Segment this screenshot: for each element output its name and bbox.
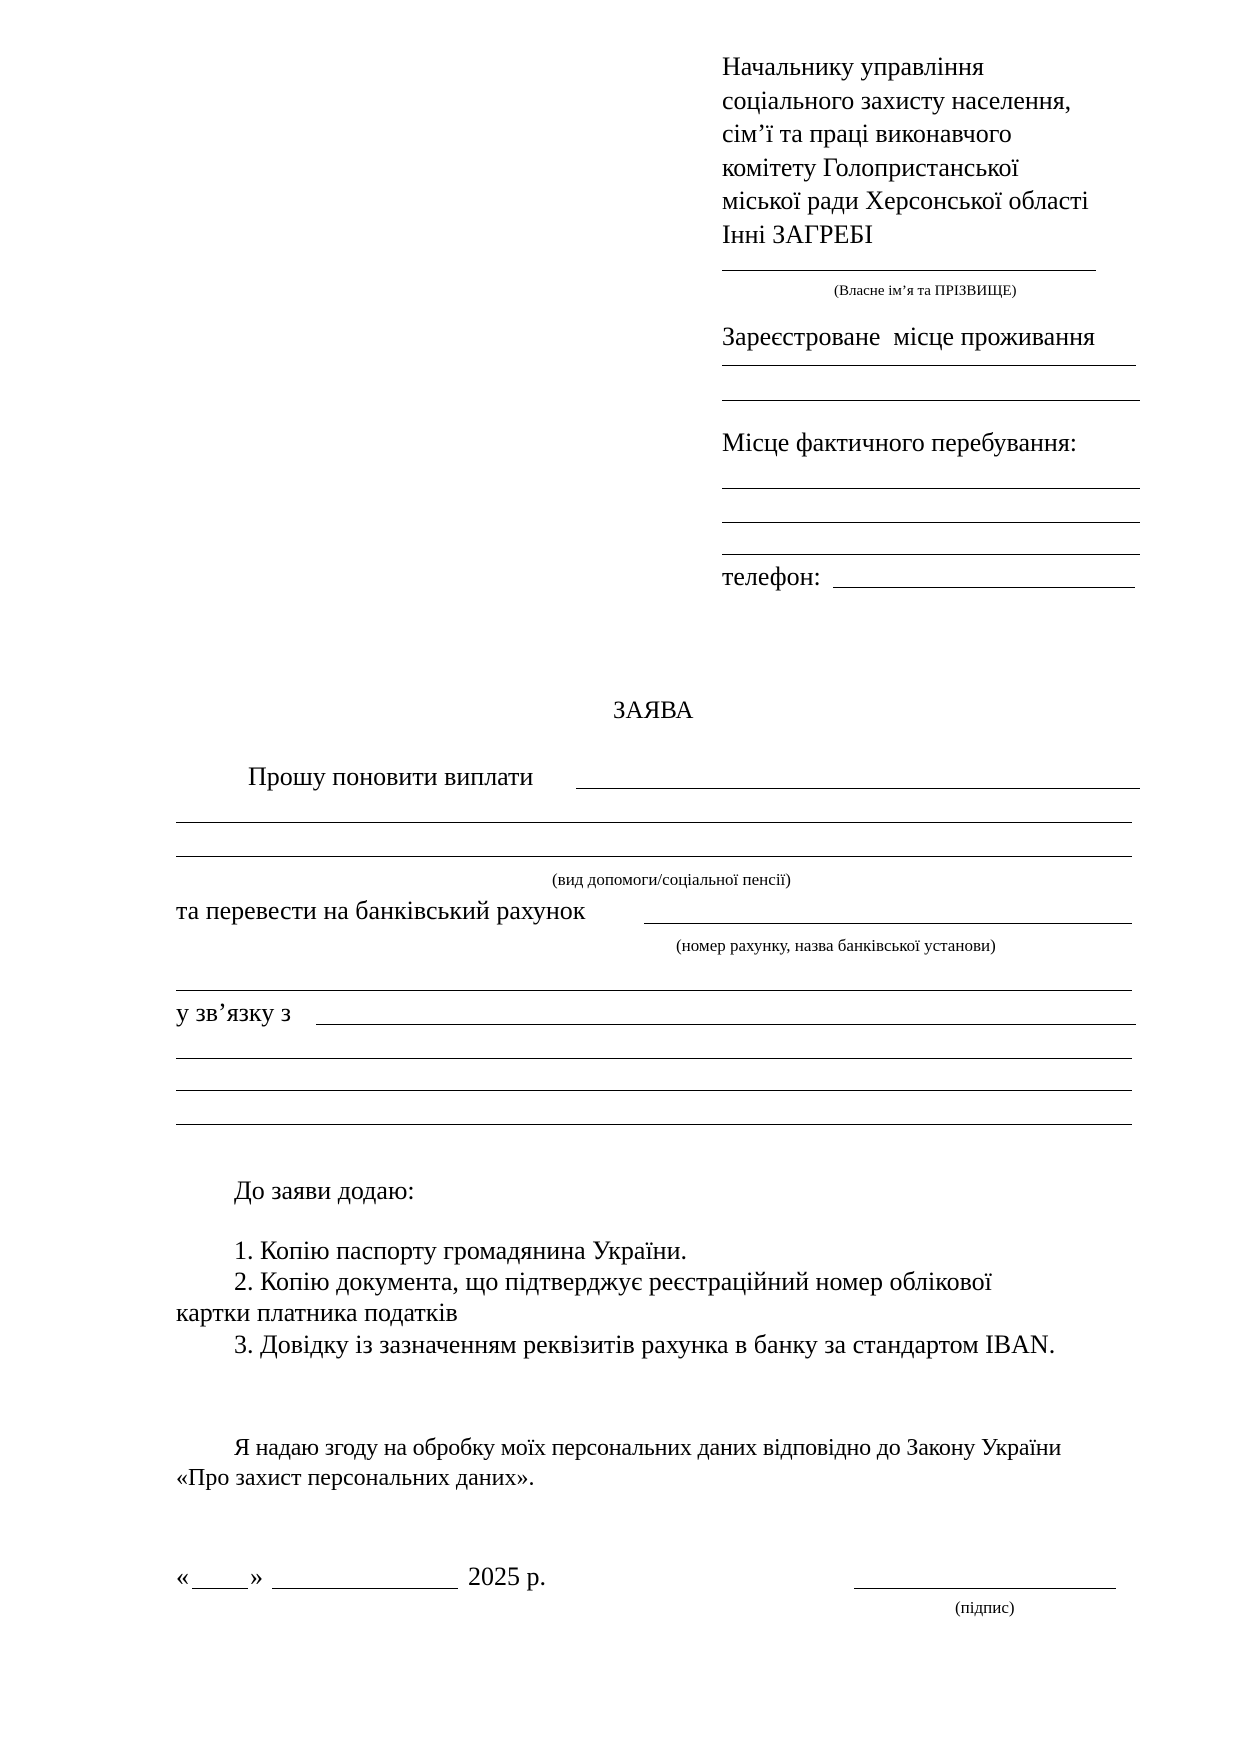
registered-address-field-2[interactable] bbox=[722, 400, 1140, 401]
reason-field-1[interactable] bbox=[316, 1024, 1136, 1025]
transfer-label: та перевести на банківський рахунок bbox=[176, 896, 586, 925]
actual-address-field-2[interactable] bbox=[722, 522, 1140, 523]
document-title: ЗАЯВА bbox=[613, 697, 694, 724]
applicant-name-field[interactable] bbox=[722, 270, 1096, 271]
addressee-line: сім’ї та праці виконавчого bbox=[722, 119, 1012, 148]
attachment-item: 1. Копію паспорту громадянина України. bbox=[234, 1236, 687, 1265]
actual-address-label: Місце фактичного перебування: bbox=[722, 428, 1078, 457]
attachment-item: 2. Копію документа, що підтверджує реєстраційний номер облікової bbox=[234, 1267, 992, 1296]
reason-field-3[interactable] bbox=[176, 1090, 1132, 1091]
addressee-line: соціального захисту населення, bbox=[722, 85, 1072, 115]
date-open-quote: « bbox=[176, 1562, 189, 1591]
benefit-type-field-3[interactable] bbox=[176, 856, 1132, 857]
benefit-type-field-1[interactable] bbox=[576, 788, 1140, 789]
request-label: Прошу поновити виплати bbox=[248, 762, 534, 791]
addressee-line: Начальнику управління bbox=[722, 52, 984, 81]
phone-field[interactable] bbox=[833, 587, 1135, 588]
actual-address-field-3[interactable] bbox=[722, 554, 1140, 555]
date-close-quote: » bbox=[250, 1562, 263, 1591]
attachment-item-continuation: картки платника податків bbox=[176, 1298, 458, 1327]
addressee-line: міської ради Херсонської області bbox=[722, 186, 1089, 215]
attachments-heading: До заяви додаю: bbox=[234, 1176, 415, 1205]
bank-account-caption: (номер рахунку, назва банківської установи) bbox=[676, 936, 996, 955]
bank-account-field-2[interactable] bbox=[176, 990, 1132, 991]
actual-address-field-1[interactable] bbox=[722, 488, 1140, 489]
date-day-field[interactable] bbox=[192, 1588, 248, 1589]
addressee-line: Інні ЗАГРЕБІ bbox=[722, 219, 873, 249]
reason-field-4[interactable] bbox=[176, 1124, 1132, 1125]
signature-caption: (підпис) bbox=[955, 1598, 1015, 1617]
reason-label: у зв’язку з bbox=[176, 998, 291, 1027]
signature-field[interactable] bbox=[854, 1588, 1116, 1589]
reason-field-2[interactable] bbox=[176, 1058, 1132, 1059]
benefit-type-field-2[interactable] bbox=[176, 822, 1132, 823]
consent-text-line-1: Я надаю згоду на обробку моїх персональних даних відповідно до Закону України bbox=[234, 1435, 1062, 1461]
benefit-type-caption: (вид допомоги/соціальної пенсії) bbox=[552, 870, 791, 889]
registered-address-label: Зареєстроване місце проживання bbox=[722, 322, 1095, 351]
applicant-name-caption: (Власне ім’я та ПРІЗВИЩЕ) bbox=[834, 283, 1017, 299]
addressee-block bbox=[722, 50, 1089, 251]
addressee-line: комітету Голопристанської bbox=[722, 152, 1019, 182]
attachment-item: 3. Довідку із зазначенням реквізитів рахунка в банку за стандартом IBAN. bbox=[234, 1330, 1056, 1359]
date-month-field[interactable] bbox=[272, 1588, 458, 1589]
phone-label: телефон: bbox=[722, 562, 821, 591]
date-year: 2025 р. bbox=[468, 1562, 546, 1591]
registered-address-field-1[interactable] bbox=[722, 365, 1136, 366]
consent-text-line-2: «Про захист персональних даних». bbox=[176, 1465, 535, 1491]
bank-account-field[interactable] bbox=[644, 923, 1132, 924]
